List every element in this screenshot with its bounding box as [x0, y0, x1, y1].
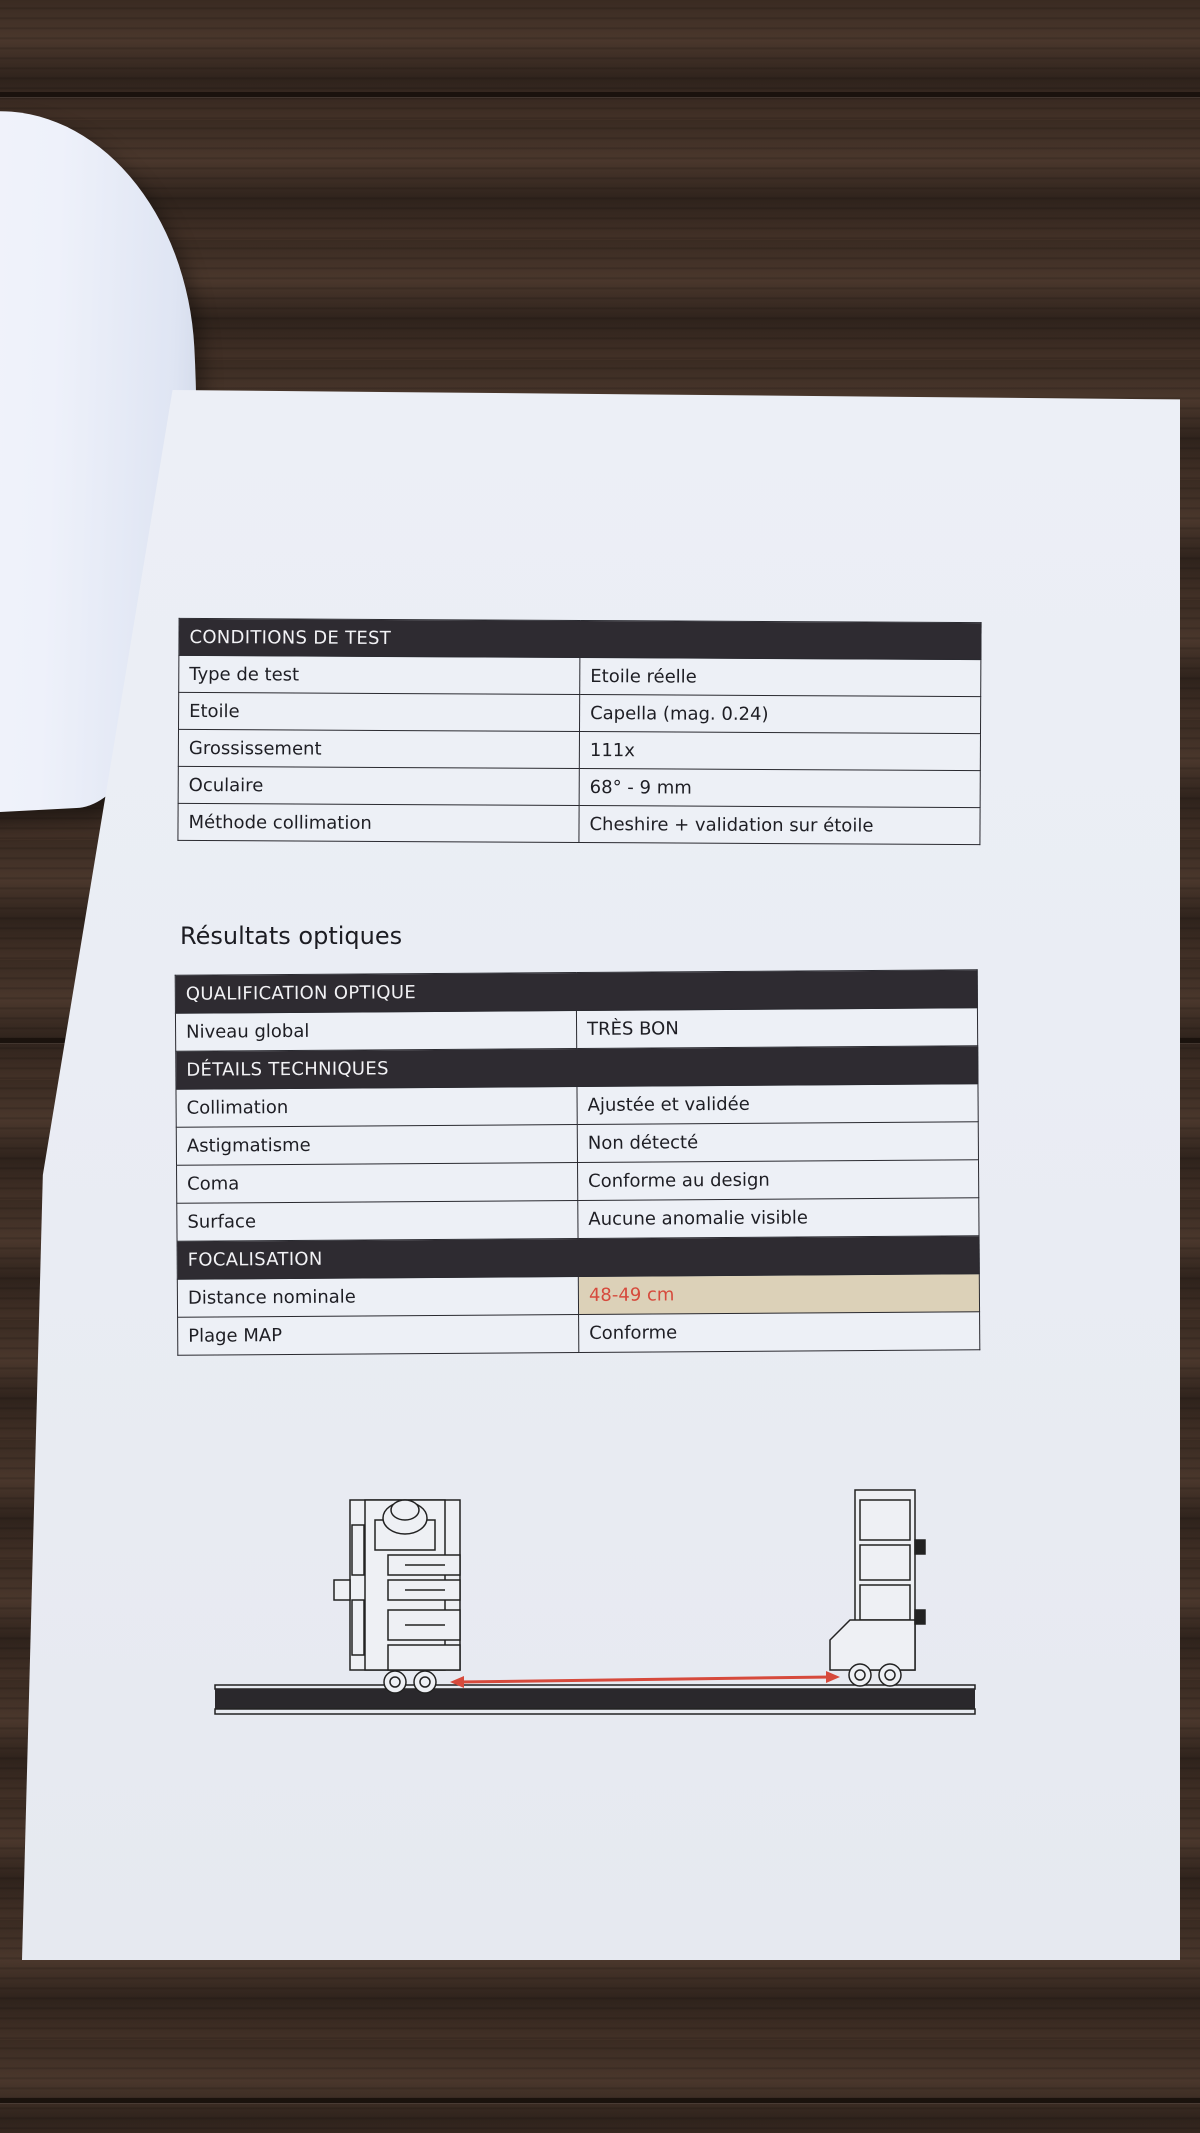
row-label: Grossissement [178, 729, 579, 768]
table-row [179, 655, 981, 696]
row-label: Coma [177, 1163, 578, 1204]
row-label: Plage MAP [178, 1314, 579, 1355]
row-value: Non détecté [577, 1122, 978, 1163]
details-header-row [176, 1046, 978, 1090]
plank-gap-bottom [0, 2098, 1200, 2103]
table-row [178, 1312, 980, 1356]
row-value: Ajustée et validée [577, 1084, 978, 1125]
table-row [179, 692, 981, 733]
qualification-header-row [175, 970, 977, 1014]
rail-illustration [215, 1685, 975, 1714]
table-row [176, 1084, 978, 1128]
table-row [178, 803, 980, 844]
row-value: Conforme au design [578, 1160, 979, 1201]
row-label: Surface [177, 1200, 578, 1241]
results-table [175, 969, 981, 1356]
row-value: TRÈS BON [576, 1008, 977, 1049]
row-label: Oculaire [178, 766, 579, 805]
table-row [177, 1198, 979, 1242]
row-value: Conforme [579, 1312, 980, 1353]
conditions-header: CONDITIONS DE TEST [179, 618, 981, 659]
details-header: DÉTAILS TECHNIQUES [176, 1046, 978, 1090]
row-value: Etoile réelle [580, 658, 981, 697]
table-row [178, 729, 980, 770]
row-label: Astigmatisme [176, 1125, 577, 1166]
row-value: Cheshire + validation sur étoile [579, 805, 980, 844]
conditions-header-row [179, 618, 981, 659]
row-value: Capella (mag. 0.24) [580, 695, 981, 734]
focus-distance-diagram [210, 1480, 990, 1740]
row-label: Niveau global [175, 1011, 576, 1052]
table-row [177, 1274, 979, 1318]
row-value: 111x [579, 732, 980, 771]
row-label: Méthode collimation [178, 803, 579, 842]
focuser-illustration [830, 1490, 925, 1686]
plank-gap-top [0, 92, 1200, 97]
table-row [177, 1160, 979, 1204]
row-label: Collimation [176, 1087, 577, 1128]
conditions-table [177, 618, 981, 845]
row-value: 68° - 9 mm [579, 768, 980, 807]
table-row [178, 766, 980, 807]
row-value: Aucune anomalie visible [578, 1198, 979, 1239]
table-row [175, 1008, 977, 1052]
row-label: Type de test [179, 655, 580, 694]
table-row [176, 1122, 978, 1166]
row-label: Distance nominale [177, 1276, 578, 1317]
distance-value-highlighted: 48-49 cm [578, 1274, 979, 1315]
results-title: Résultats optiques [180, 922, 403, 950]
qualification-header: QUALIFICATION OPTIQUE [175, 970, 977, 1014]
row-label: Etoile [179, 692, 580, 731]
focus-header: FOCALISATION [177, 1236, 979, 1280]
focuser-illustration [334, 1500, 460, 1693]
focus-header-row [177, 1236, 979, 1280]
